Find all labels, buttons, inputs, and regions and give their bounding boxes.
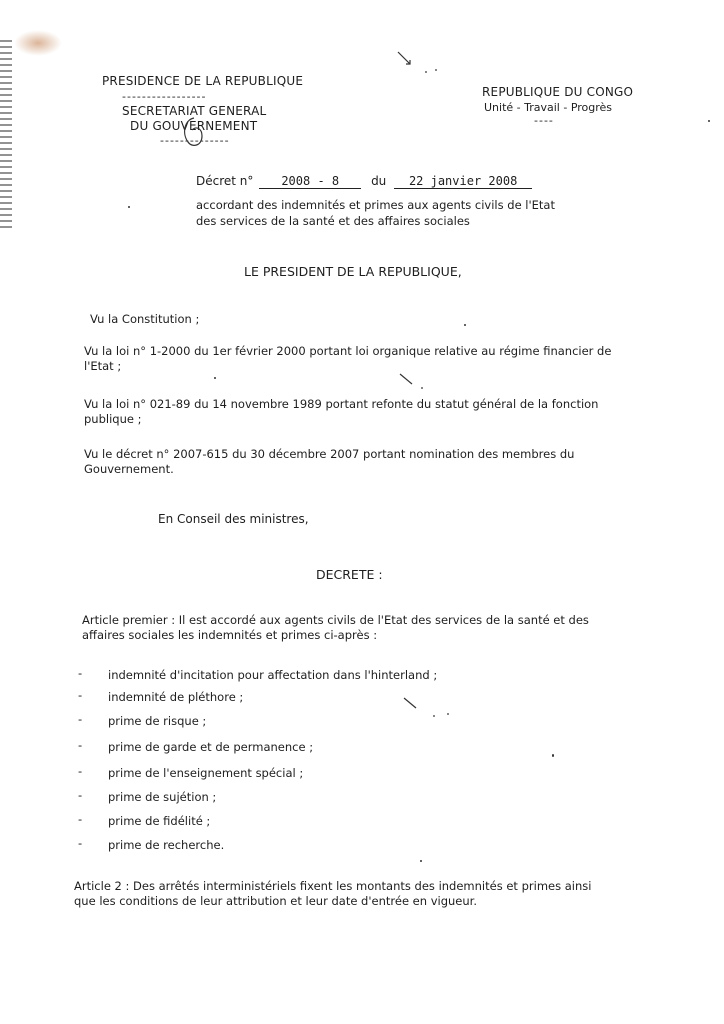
- article-label: Article 2: [74, 879, 122, 893]
- scan-mark: [402, 696, 458, 726]
- paper-stain: [14, 30, 62, 56]
- list-bullet: -: [78, 712, 83, 726]
- scan-speck: [128, 206, 130, 208]
- scan-speck: [464, 324, 466, 326]
- list-item: prime de sujétion ;: [108, 790, 217, 804]
- decree-number: 2008 - 8: [259, 174, 361, 189]
- decree-prefix: Décret n°: [196, 174, 254, 188]
- consideration: Vu le décret n° 2007-615 du 30 décembre 2007 portant nomination des membres du Gouvernement.: [84, 447, 575, 476]
- conseil-line: En Conseil des ministres,: [158, 512, 309, 526]
- header-presidence: PRESIDENCE DE LA REPUBLIQUE: [102, 74, 304, 88]
- article-2: [74, 879, 614, 909]
- scan-speck: [420, 860, 422, 862]
- list-item: prime de recherche.: [108, 838, 225, 852]
- header-separator: ----: [534, 114, 554, 127]
- scan-speck: [552, 754, 554, 757]
- consideration: Vu la Constitution ;: [90, 312, 200, 326]
- article-label: Article premier: [82, 613, 168, 627]
- list-bullet: -: [78, 738, 83, 752]
- article-text: : Des arrêtés interministériels fixent les montants des indemnités et primes ainsi que les conditions de leur attribution et leur date d'entrée en vigueur.: [74, 879, 592, 908]
- scan-speck: [708, 120, 710, 122]
- list-bullet: -: [78, 764, 83, 778]
- decree-du: du: [371, 174, 387, 188]
- decrete-heading: DECRETE :: [316, 567, 383, 582]
- decree-subject: accordant des indemnités et primes aux agents civils de l'Etat: [196, 198, 555, 212]
- list-bullet: -: [78, 812, 83, 826]
- scan-mark: [398, 372, 438, 396]
- header-gouvernement: DU GOUVERNEMENT: [130, 119, 258, 133]
- president-heading: LE PRESIDENT DE LA REPUBLIQUE,: [244, 264, 462, 279]
- header-separator: --------------: [160, 134, 230, 147]
- list-bullet: -: [78, 688, 83, 702]
- header-republique: REPUBLIQUE DU CONGO: [482, 85, 634, 99]
- list-bullet: -: [78, 666, 83, 680]
- decree-date: 22 janvier 2008: [394, 174, 532, 189]
- consideration: Vu la loi n° 021-89 du 14 novembre 1989 portant refonte du statut général de la fonction publique ;: [84, 397, 599, 426]
- list-item: prime de fidélité ;: [108, 814, 211, 828]
- decree-line: [196, 174, 532, 189]
- list-bullet: -: [78, 836, 83, 850]
- article-premier: [82, 613, 622, 643]
- list-item: prime de garde et de permanence ;: [108, 740, 314, 754]
- article-text: : Il est accordé aux agents civils de l'Etat des services de la santé et des affaires sociales les indemnités et primes ci-après :: [82, 613, 589, 642]
- decree-subject: des services de la santé et des affaires sociales: [196, 214, 470, 228]
- scan-edge-mark: [0, 40, 12, 230]
- list-bullet: -: [78, 788, 83, 802]
- list-item: indemnité de pléthore ;: [108, 690, 244, 704]
- scan-mark: [396, 50, 446, 80]
- header-motto: Unité - Travail - Progrès: [484, 101, 613, 114]
- list-item: prime de risque ;: [108, 714, 207, 728]
- consideration: Vu la loi n° 1-2000 du 1er février 2000 portant loi organique relative au régime financier de l'Etat ;: [84, 344, 612, 373]
- list-item: prime de l'enseignement spécial ;: [108, 766, 304, 780]
- header-separator: -----------------: [122, 90, 207, 103]
- header-secretariat: SECRETARIAT GENERAL: [122, 104, 267, 118]
- handwritten-mark: [180, 116, 208, 152]
- scan-speck: [214, 377, 216, 379]
- list-item: indemnité d'incitation pour affectation dans l'hinterland ;: [108, 668, 438, 682]
